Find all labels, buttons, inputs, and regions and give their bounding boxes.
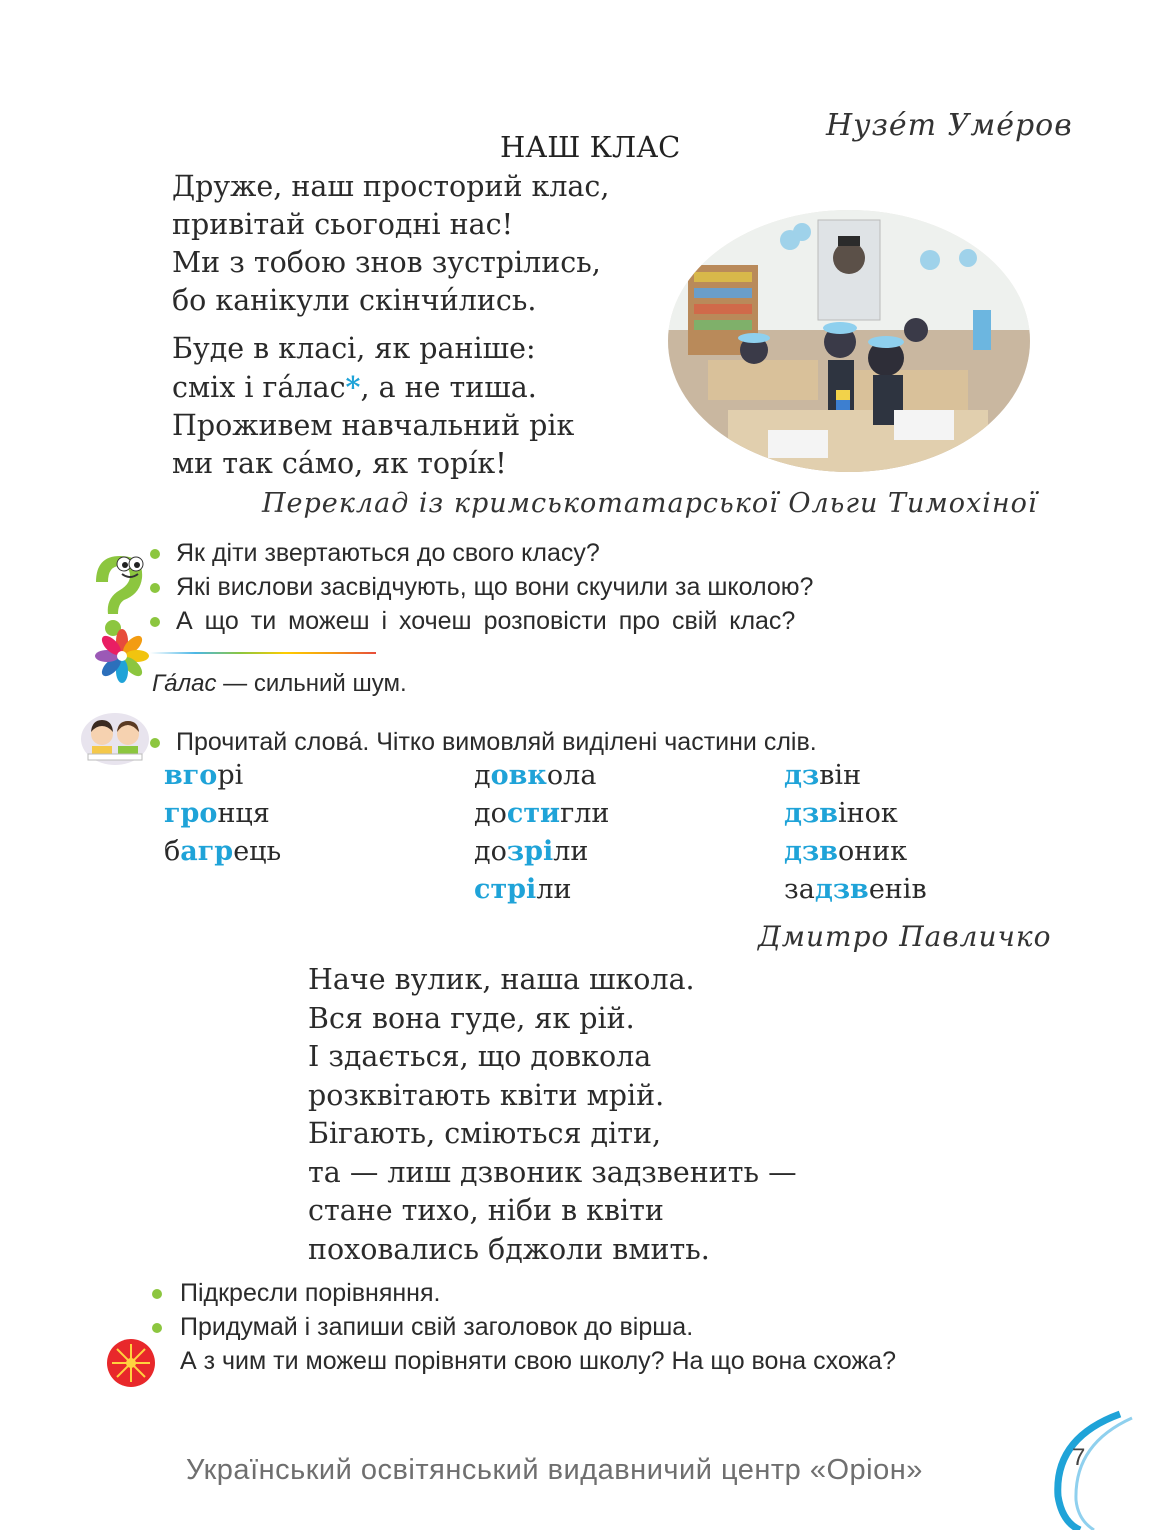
publisher-footer: Український освітянський видавничий центр «Оріон» — [186, 1454, 923, 1486]
poem-line: привітай сьогодні нас! — [172, 208, 514, 241]
poem-line: Буде в класі, як раніше: — [172, 332, 536, 365]
poem-line: Наче вулик, наша школа. — [308, 963, 695, 996]
word-item: стріли — [474, 874, 572, 905]
tasks-list — [150, 1276, 896, 1378]
poem-line: розквітають квіти мрій. — [308, 1078, 665, 1112]
task-text: Підкресли порівняння. — [180, 1279, 441, 1307]
task-text: А з чим ти можеш порівняти свою школу? На що вона схожа? — [180, 1347, 896, 1375]
bullet-icon — [152, 1289, 162, 1299]
bullet-icon — [152, 1323, 162, 1333]
task-instruction — [148, 725, 817, 759]
glossary-term: Га́лас — [152, 670, 217, 697]
question-text: А що ти можеш і хочеш розповісти про свій клас? — [176, 607, 796, 635]
glossary-definition: — сильний шум. — [216, 670, 407, 697]
poem-line: та — лиш дзвоник задзвенить — — [308, 1155, 797, 1189]
poem-line: Бігають, сміються діти, — [308, 1117, 662, 1150]
poem2-body — [308, 961, 797, 1269]
poem-line: І здається, що довкола — [308, 1040, 652, 1073]
translator-credit: Переклад із кримськотатарської Ольги Тимохіної — [262, 488, 1038, 519]
word-column-3 — [784, 757, 927, 909]
bullet-icon — [150, 583, 160, 593]
poem-line: Вся вона гуде, як рій. — [308, 1001, 635, 1035]
poem-line: Проживем навчальний рік — [172, 409, 575, 442]
poem-line: Ми з тобою знов зустрілись, — [172, 246, 601, 279]
firework-ball-icon — [104, 1336, 158, 1390]
poem-title: НАШ КЛАС — [500, 130, 681, 164]
poem-line: поховались бджоли вмить. — [308, 1232, 710, 1266]
word-item: вгорі — [164, 760, 244, 791]
task-text: Прочитай слова́. Чітко вимовляй виділені частини слів. — [176, 728, 817, 756]
word-column-1 — [164, 757, 281, 871]
list-item — [148, 536, 813, 570]
bullet-icon — [150, 617, 160, 627]
classroom-photo — [668, 210, 1030, 472]
word-item: дзвінок — [784, 798, 898, 829]
question-text: Як діти звертаються до свого класу? — [176, 539, 600, 567]
word-item: дзвін — [784, 760, 862, 791]
poem-line: стане тихо, ніби в квіти — [308, 1194, 664, 1227]
questions-list — [148, 536, 813, 638]
flower-icon — [94, 628, 150, 684]
footnote-star: * — [345, 370, 361, 404]
poem-line: Друже, наш просторий клас, — [172, 170, 610, 203]
poem-text: сміх і га́лас — [172, 371, 346, 404]
word-item: багрець — [164, 836, 282, 867]
task-text: Придумай і запиши свій заголовок до вірша. — [180, 1313, 694, 1341]
word-item: дзвоник — [784, 836, 908, 867]
poem-line: ми так са́мо, як торі́к! — [172, 447, 507, 480]
poem-text: , а не тиша. — [360, 371, 537, 404]
page-corner-arc — [1040, 1410, 1162, 1530]
poem-stanza-2 — [172, 330, 574, 483]
reading-kids-icon — [80, 712, 150, 766]
glossary-entry — [152, 670, 407, 698]
word-item: довкола — [474, 760, 597, 791]
poem-line: бо канікули скінчи́лись. — [172, 284, 537, 317]
divider-line — [150, 652, 376, 654]
word-item: задзвенів — [784, 874, 927, 905]
list-item — [148, 570, 813, 604]
bullet-icon — [150, 738, 160, 748]
word-item: достигли — [474, 798, 610, 829]
word-item: гронця — [164, 798, 270, 829]
question-text: Які вислови засвідчують, що вони скучили за школою? — [176, 573, 814, 601]
list-item — [150, 1310, 896, 1344]
poem-author: Нузе́т Уме́ров — [826, 108, 1073, 143]
list-item — [150, 1276, 896, 1310]
word-item: дозріли — [474, 836, 589, 867]
bullet-icon — [150, 549, 160, 559]
poem2-author: Дмитро Павличко — [758, 920, 1052, 953]
page-number: 7 — [1072, 1444, 1086, 1471]
word-column-2 — [474, 757, 609, 909]
poem-line — [172, 368, 574, 407]
list-item — [148, 604, 813, 638]
list-item — [150, 1344, 896, 1378]
poem-stanza-1 — [172, 168, 609, 320]
